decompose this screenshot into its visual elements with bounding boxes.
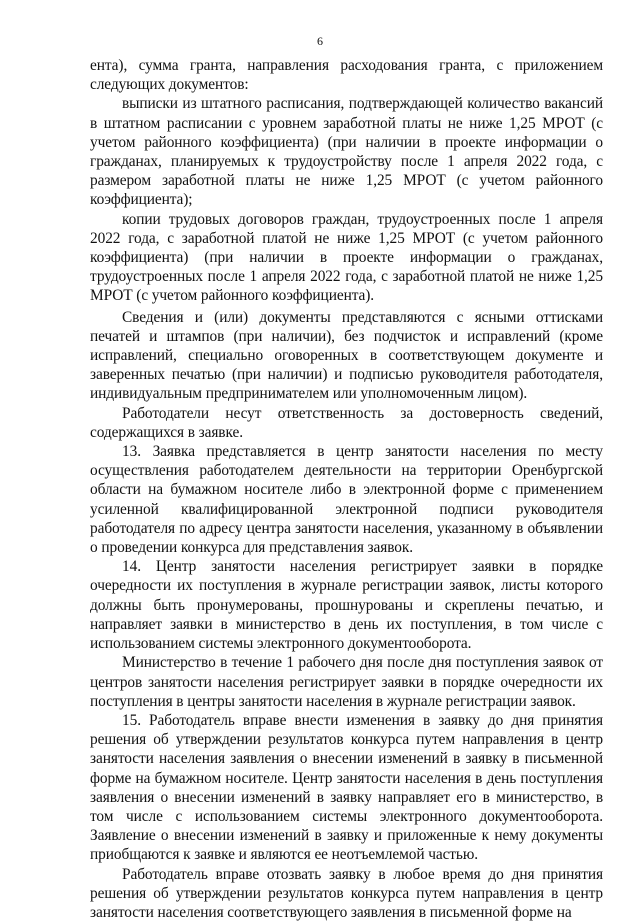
paragraph-clause-13: 13. Заявка представляется в центр занятости населения по месту осуществления работодателем деятельности на территории Оренбургской области на бумажном носителе либо в электронной форме с применением усиленной квалифицированной электронной подписи руководителя работодателя по адресу центра занятости населения, указанному в объявлении о проведении конкурса для представления заявок. bbox=[90, 443, 603, 557]
paragraph-employer-responsibility: Работодатели несут ответственность за достоверность сведений, содержащихся в заявке. bbox=[90, 404, 603, 441]
paragraph-documents-requirements: Сведения и (или) документы представляются с ясными оттисками печатей и штампов (при наличии), без подчисток и исправлений (кроме исправлений, специально оговоренных в соответствующем документе и заверенных печатью (при наличии) и подписью руководителя работодателя, индивидуальным предпринимателем или уполномоченным лицом). bbox=[90, 308, 603, 403]
paragraph-continuation: ента), сумма гранта, направления расходования гранта, с приложением следующих документов: bbox=[90, 57, 603, 94]
document-body bbox=[90, 56, 603, 922]
paragraph-clause-14: 14. Центр занятости населения регистрирует заявки в порядке очередности их поступления в журнале регистрации заявок, листы которого должны быть пронумерованы, прошнурованы и скреплены печатью, и направляет заявки в министерство в день их поступления, в том числе с использованием системы электронного документооборота. bbox=[90, 558, 603, 653]
paragraph-clause-15: 15. Работодатель вправе внести изменения в заявку до дня принятия решения об утверждении результатов конкурса путем направления в центр занятости населения заявления о внесении изменений в заявку в письменной форме на бумажном носителе. Центр занятости населения в день поступления заявления о внесении изменений в заявку направляет его в министерство, в том числе с использованием системы электронного документооборота. Заявление о внесении изменений в заявку и приложенные к нему документы приобщаются к заявке и являются ее неотъемлемой частью. bbox=[90, 711, 603, 864]
page-number: 6 bbox=[317, 34, 323, 48]
paragraph-staff-schedule-extract: выписки из штатного расписания, подтверждающей количество вакансий в штатном расписании с уровнем заработной платы не ниже 1,25 МРОТ (с учетом районного коэффициента) (при наличии в проекте информации о гражданах, планируемых к трудоустройству после 1 апреля 2022 года, с размером заработной платы не ниже 1,25 МРОТ (с учетом районного коэффициента); bbox=[90, 95, 603, 209]
paragraph-withdraw-application: Работодатель вправе отозвать заявку в любое время до дня принятия решения об утверждении результатов конкурса путем направления в центр занятости населения соответствующего заявления в письменной форме на bbox=[90, 865, 603, 921]
paragraph-employment-contracts: копии трудовых договоров граждан, трудоустроенных после 1 апреля 2022 года, с заработной платой не ниже 1,25 МРОТ (с учетом районного коэффициента) (при наличии в проекте информации о гражданах, трудоустроенных после 1 апреля 2022 года, с заработной платой не ниже 1,25 МРОТ (с учетом районного коэффициента). bbox=[90, 210, 603, 305]
paragraph-ministry-registration: Министерство в течение 1 рабочего дня после дня поступления заявок от центров занятости населения регистрирует заявки в порядке очередности их поступления в центры занятости населения в журнале регистрации заявок. bbox=[90, 654, 603, 710]
